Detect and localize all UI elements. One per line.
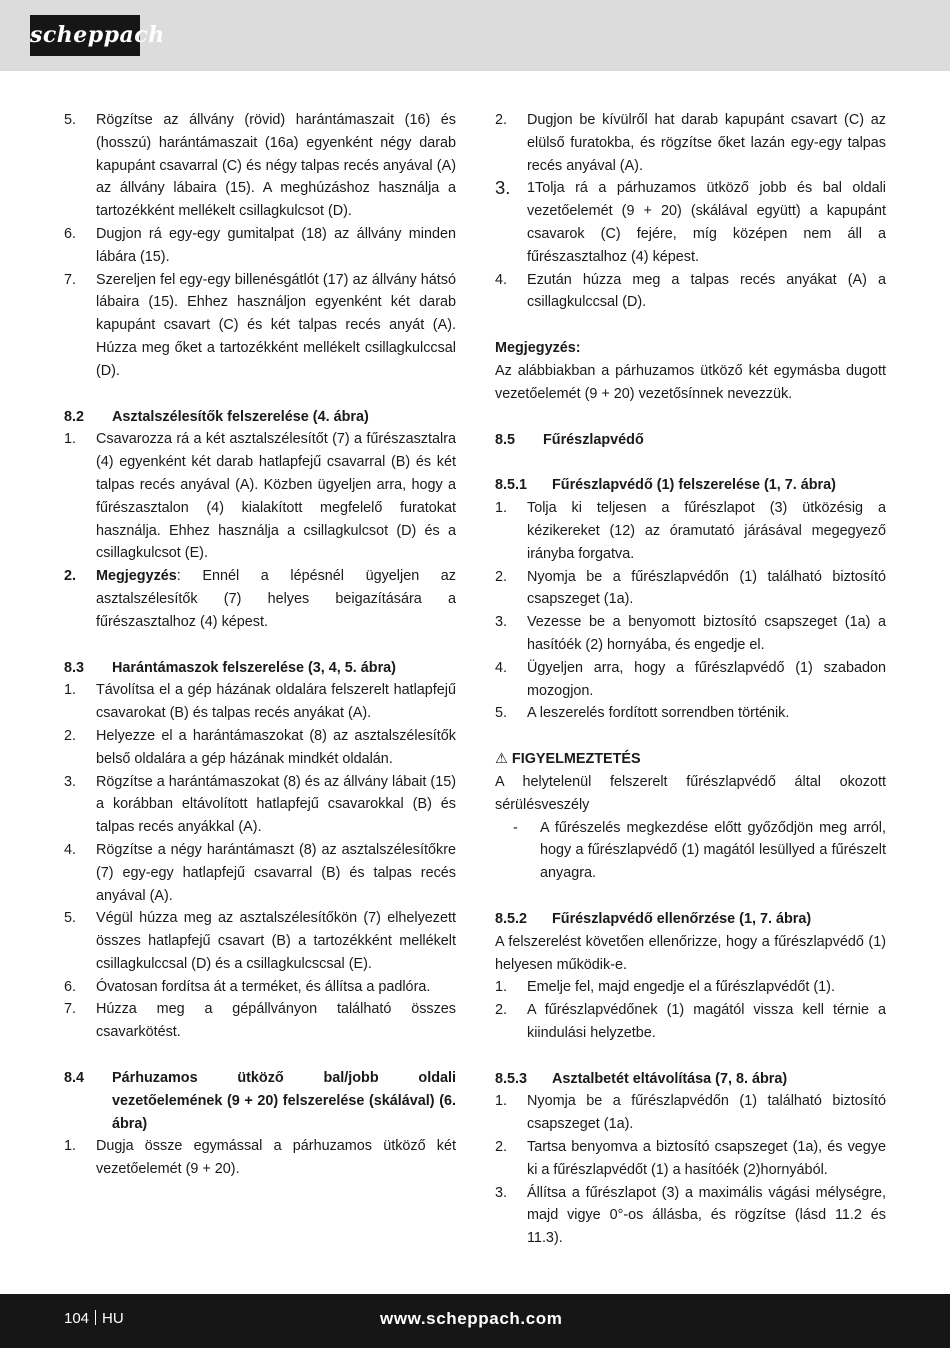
section-heading-8-5: 8.5 Fűrészlapvédő [495,431,644,448]
section-heading-8-5-3: 8.5.3 Asztalbetét eltávolítása (7, 8. ábra) [495,1070,788,1087]
right-column [495,109,886,1250]
website-url: www.scheppach.com [380,1309,563,1328]
list-item: 1. Emelje fel, majd engedje el a fűrészlapvédőt (1). [495,979,835,996]
page-number: 104 HU [64,1310,124,1327]
list-item: 2. Dugjon be kívülről hat darab kapupánt csavart (C) az elülső furatokba, és rögzítse őket lazán egy-egy talpas recés anyával (A). [495,112,886,174]
list-item: 1. Csavarozza rá a két asztalszélesítőt (7) a fűrészasztalra (4) egyenként két darab hatlapfejű csavarral (B) és két talpas recés anyával (A). Közben ügyeljen arra, hogy a fűrészasztalon (4) kialakított megfelelő furatokat használja. Ehhez használja a csillagkulcsot (D) és a csillagkulcsot (E). [64,431,456,562]
note-text: Az alábbiakban a párhuzamos ütköző két egymásba dugott vezetőelemét (9 + 20) vezetősínnek nevezzük. [495,362,886,402]
list-item: 1. Nyomja be a fűrészlapvédőn (1) található biztosító csapszeget (1a). [495,1093,886,1133]
list-item: 2. Helyezze el a harántámaszokat (8) az asztalszélesítők belső oldalára a gép házának mindkét oldalán. [64,727,456,767]
scheppach-logo: scheppach [30,15,140,56]
section-intro: A felszerelést követően ellenőrizze, hogy a fűrészlapvédő (1) helyesen működik-e. [495,933,886,973]
warning-triangle-icon: ⚠ [495,751,508,768]
section-heading-8-5-2: 8.5.2 Fűrészlapvédő ellenőrzése (1, 7. ábra) [495,910,812,927]
warning-heading: ⚠ FIGYELMEZTETÉS [495,748,886,771]
list-item: 5. Végül húzza meg az asztalszélesítőkön (7) elhelyezett összes hatlapfejű csavart (B) a tartozékként mellékelt csillagkulccsal (D) és a csillagkulcscsal (E). [64,910,456,972]
footer-divider [95,1310,96,1325]
list-item: 5. A leszerelés fordított sorrendben történik. [495,705,790,722]
warning-bullet: - A fűrészelés megkezdése előtt győződjön meg arról, hogy a fűrészlapvédő (1) magától lesüllyed a fűrészelt anyagra. [513,819,886,882]
list-item: 2. Tartsa benyomva a biztosító csapszeget (1a), és vegye ki a fűrészlapvédőt (1) a hasítóék (2)hornyából. [495,1139,886,1178]
language-code: HU [102,1310,124,1327]
list-item: 5. Rögzítse az állvány (rövid) harántámaszait (16) és (hosszú) harántámaszait (16a) egyenként négy darab kapupánt csavarral (C) és négy talpas recés anyával (A) az állvány lábaira (15). A meghúzáshoz használja a tartozékként mellékelt csillagkulcsot (D). [64,112,456,220]
note-label: Megjegyzés: [495,340,581,357]
list-item: 3. 1Tolja rá a párhuzamos ütköző jobb és bal oldali vezetőelemét (9 + 20) (skálával együtt) a kapupánt csavarok (C) fejére, míg középen nem áll a fűrészasztalhoz (4) képest. [495,177,886,265]
list-item: 3. Rögzítse a harántámaszokat (8) és az állvány lábait (15) a korábban eltávolított hatlapfejű csavarokkal (B) és talpas recés anyákkal (A). [64,773,456,836]
section-heading-8-3: 8.3 Harántámaszok felszerelése (3, 4, 5. ábra) [64,659,396,676]
list-item: 7. Húzza meg a gépállványon található összes csavarkötést. [64,1001,456,1041]
list-item: 1. Tolja ki teljesen a fűrészlapot (3) ütközésig a kézikereket (12) az óramutató járásával megegyező irányba forgatva. [495,500,886,562]
page-header [0,0,950,71]
list-item: 6. Dugjon rá egy-egy gumitalpat (18) az állvány minden lábára (15). [64,225,456,265]
list-item: 4. Rögzítse a négy harántámaszt (8) az asztalszélesítőkre (7) egy-egy hatlapfejű csavarral (B) és talpas recés anyával (A). [64,841,456,904]
section-heading-8-2: 8.2 Asztalszélesítők felszerelése (4. ábra) [64,408,369,425]
list-item: 3. Állítsa a fűrészlapot (3) a maximális vágási mélységre, majd vigye 0°-os állásba, és rögzítse (lásd 11.2 és 11.3). [495,1184,886,1247]
page-footer [0,1294,950,1348]
list-item: 1. Távolítsa el a gép házának oldalára felszerelt hatlapfejű csavarokat (B) és talpas recés anyákat (A). [64,682,456,722]
list-item: 7. Szereljen fel egy-egy billenésgátlót (17) az állvány hátsó lábaira (15). Ehhez használjon egyenként két darab kapupánt csavart (C) és két talpas recés anyát (A). Húzza meg őket a tartozékként mellékelt csillagkulccsal (D). [64,271,456,379]
warning-text: A helytelenül felszerelt fűrészlapvédő által okozott sérülésveszély [495,773,886,813]
list-item: 2. Nyomja be a fűrészlapvédőn (1) található biztosító csapszeget (1a). [495,568,886,608]
list-item: 6. Óvatosan fordítsa át a terméket, és állítsa a padlóra. [64,978,431,995]
section-heading-8-4: 8.4 Párhuzamos ütköző bal/jobb oldali vezetőelemének (9 + 20) felszerelése (skálával) (6. ábra) [64,1070,456,1132]
list-item: 1. Dugja össze egymással a párhuzamos ütköző két vezetőelemét (9 + 20). [64,1138,456,1178]
list-item: 3. Vezesse be a benyomott biztosító csapszeget (1a) a hasítóék (2) hornyába, és engedje el. [495,614,886,653]
section-heading-8-5-1: 8.5.1 Fűrészlapvédő (1) felszerelése (1, 7. ábra) [495,477,836,494]
list-item-note: 2. Megjegyzés: Ennél a lépésnél ügyeljen az asztalszélesítők (7) helyes beigazítására a fűrészasztalhoz (4) képest. [64,568,456,630]
left-column [64,109,456,1181]
list-item: 4. Ügyeljen arra, hogy a fűrészlapvédő (1) szabadon mozogjon. [495,659,886,699]
list-item: 2. A fűrészlapvédőnek (1) magától vissza kell térnie a kiindulási helyzetbe. [495,1002,886,1041]
list-item: 4. Ezután húzza meg a talpas recés anyákat (A) a csillagkulccsal (D). [495,271,886,311]
